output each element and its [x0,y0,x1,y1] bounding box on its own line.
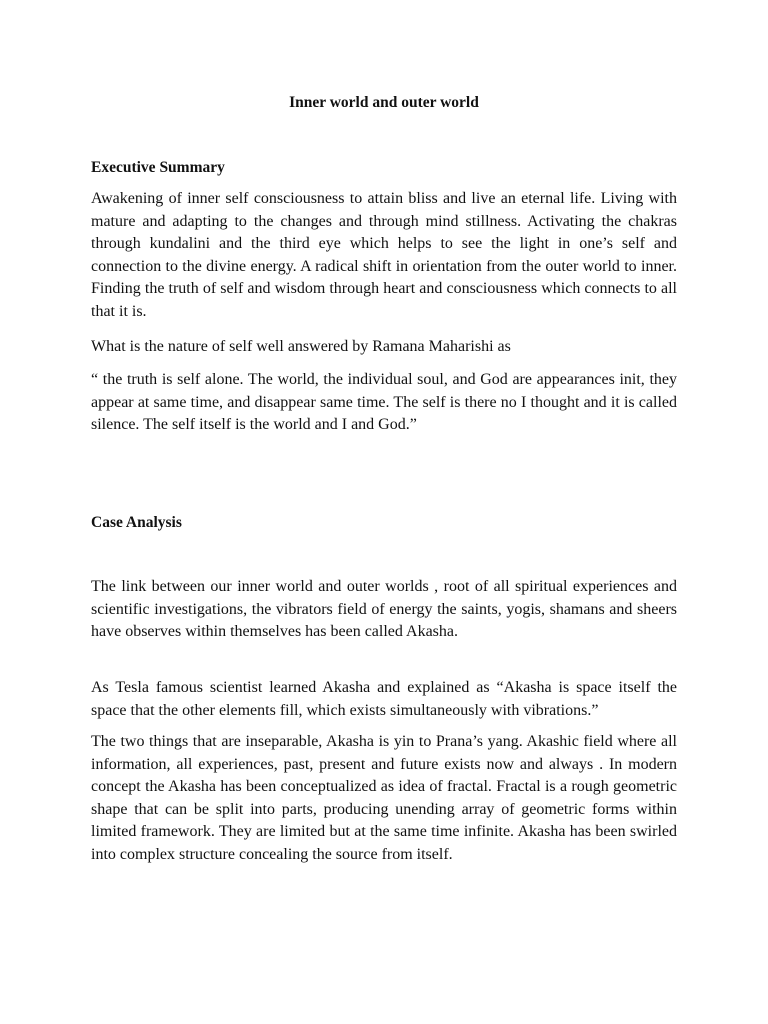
case-analysis-heading: Case Analysis [91,514,182,531]
document-title: Inner world and outer world [289,94,479,111]
executive-summary-quote: “ the truth is self alone. The world, the individual soul, and God are appearances init, they appear at same time, and disappear same time. The self is there no I thought and it is called silence. The self itself is the world and I and God.” [91,371,677,433]
executive-summary-heading: Executive Summary [91,159,225,176]
case-analysis-paragraph-3: The two things that are inseparable, Akasha is yin to Prana’s yang. Akashic field where all information, all experiences, past, present and future exists now and always . In modern concept the Akasha has been conceptualized as idea of fractal. Fractal is a rough geometric shape that can be split into parts, producing unending array of geometric forms within limited framework. They are limited but at the same time infinite. Akasha has been swirled into complex structure concealing the source from itself. [91,733,677,863]
case-analysis-paragraph-1: The link between our inner world and outer worlds , root of all spiritual experiences and scientific investigations, the vibrators field of energy the saints, yogis, shamans and sheers have observes within themselves has been called Akasha. [91,578,677,640]
case-analysis-paragraph-2: As Tesla famous scientist learned Akasha and explained as “Akasha is space itself the space that the other elements fill, which exists simultaneously with vibrations.” [91,679,677,719]
executive-summary-paragraph-1: Awakening of inner self consciousness to attain bliss and live an eternal life. Living with mature and adapting to the changes and through mind stillness. Activating the chakras through kundalini and the third eye which helps to see the light in one’s self and connection to the divine energy. A radical shift in orientation from the outer world to inner. Finding the truth of self and wisdom through heart and consciousness which connects to all that it is. [91,190,677,320]
executive-summary-paragraph-2: What is the nature of self well answered by Ramana Maharishi as [91,338,511,355]
